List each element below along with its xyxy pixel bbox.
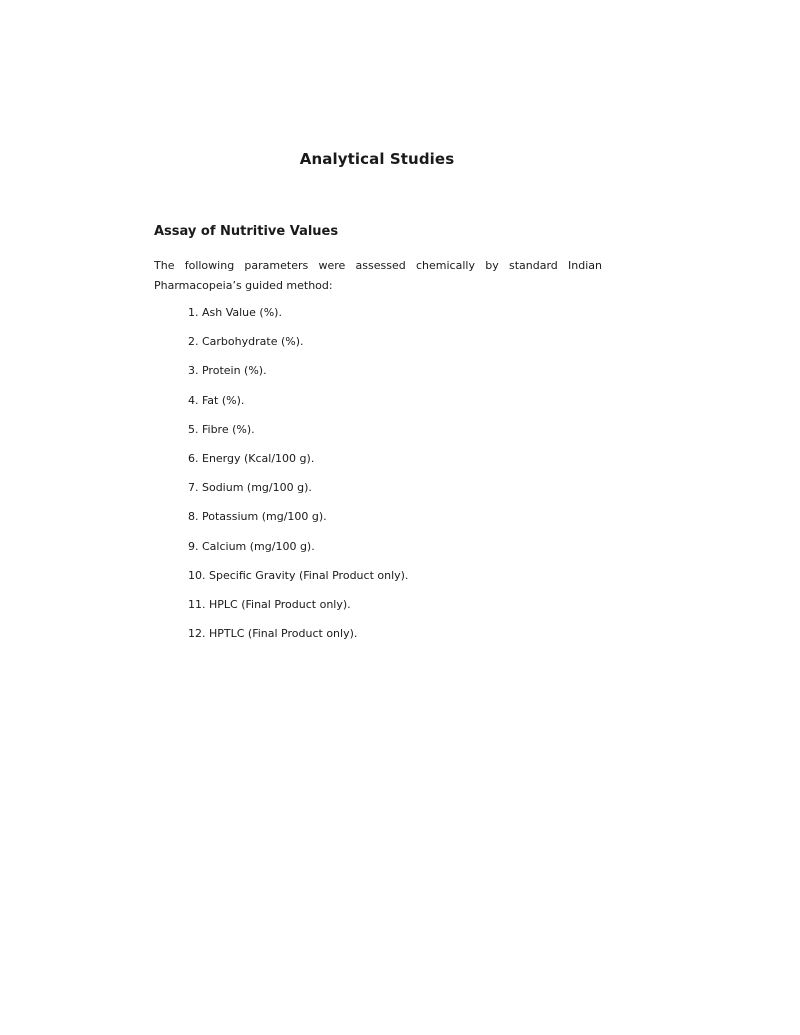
list-item: 2. Carbohydrate (%). [188,335,304,349]
list-item: 5. Fibre (%). [188,422,255,436]
section-heading: Assay of Nutritive Values [154,224,339,239]
parameter-list [188,305,408,655]
intro-word: Indian [568,259,602,272]
list-item: 8. Potassium (mg/100 g). [188,510,327,524]
intro-word: The [154,259,175,272]
intro-word: standard [508,259,558,272]
intro-line-2: Pharmacopeia’s guided method: [154,279,333,292]
intro-word: chemically [415,259,475,272]
intro-word: parameters [244,259,309,272]
intro-word: assessed [355,259,406,272]
intro-paragraph [154,256,602,296]
list-item: 11. HPLC (Final Product only). [188,597,351,611]
list-item: 6. Energy (Kcal/100 g). [188,451,315,465]
list-item: 3. Protein (%). [188,364,267,378]
intro-line-1 [154,256,602,276]
list-item: 4. Fat (%). [188,393,245,407]
list-item: 10. Specific Gravity (Final Product only). [188,568,409,582]
page-title: Analytical Studies [299,150,455,168]
intro-word: following [184,259,235,272]
list-item: 1. Ash Value (%). [188,306,282,319]
list-item: 7. Sodium (mg/100 g). [188,481,312,495]
list-item: 9. Calcium (mg/100 g). [188,539,315,553]
intro-word: by [485,259,499,272]
intro-word: were [318,259,346,272]
list-item: 12. HPTLC (Final Product only). [188,627,358,641]
